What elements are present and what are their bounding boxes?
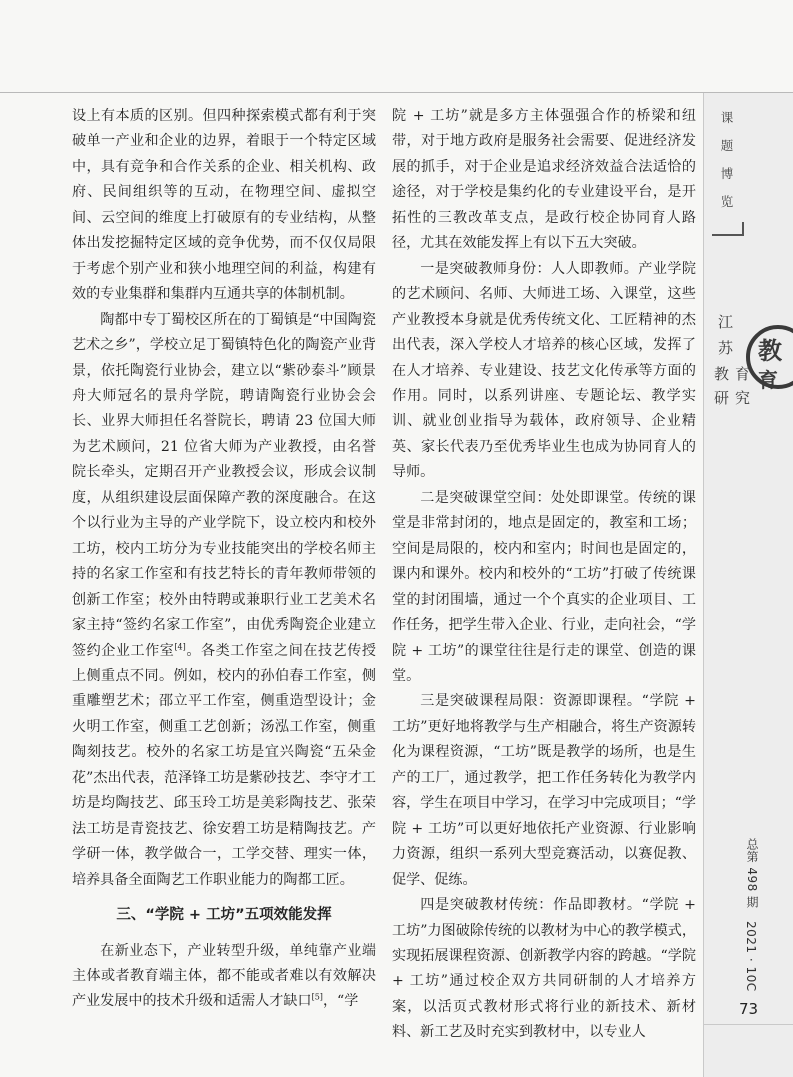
issue-meta	[744, 838, 764, 991]
section-heading: 三、“学院 + 工坊”五项效能发挥	[116, 907, 332, 924]
column-name-char: 课	[720, 110, 734, 125]
left-column	[72, 104, 376, 1015]
column-name-char: 题	[720, 138, 734, 153]
footer-rule	[703, 1024, 793, 1025]
logo-char: 江	[718, 313, 734, 331]
left-paragraph-1: 设上有本质的区别。但四种探索模式都有利于突破单一产业和企业的边界，着眼于一个特定区域中，具有竞争和合作关系的企业、相关机构、政府、民间组织等的互动，在物理空间、虚拟空间、云空间的维度上打破原有的专业结构，从整体出发挖掘特定区域的竞争优势，而不仅仅局限于考虑个别产业和狭小地理空间的利益，构建有效的专业集群和集群内互通共享的体制机制。	[72, 108, 376, 303]
column-bracket-icon	[712, 222, 744, 236]
sidebar-divider	[703, 93, 704, 1077]
left-paragraph-3-text: 在新业态下，产业转型升级，单纯靠产业端主体或者教育端主体，都不能或者难以有效解决产业发展中的技术升级和适需人才缺口	[72, 942, 376, 1010]
logo-big-char: 教	[758, 337, 782, 365]
issue-date: 2021 · 10C	[744, 920, 758, 992]
right-paragraph-3: 二是突破课堂空间：处处即课堂。传统的课堂是非常封闭的，地点是固定的，教室和工场；空间是局限的，校内和室内；时间也是固定的，课内和课外。校内和校外的“工坊”打破了传统课堂的封闭围墙，通过一个个真实的企业项目、工作任务，把学生带入企业、行业，走向社会，“学院 + 工坊”的课堂往往是行走的课堂、创造的课堂。	[392, 489, 696, 684]
column-name-char: 博	[720, 166, 734, 181]
right-paragraph-1: 院 + 工坊”就是多方主体强强合作的桥梁和纽带，对于地方政府是服务社会需要、促进经济发展的抓手，对于企业是追求经济效益合法适恰的途径，对于学校是集约化的专业建设平台，是开拓性的三教改革支点，是政行校企协同育人路径，尤其在效能发挥上有以下五大突破。	[392, 108, 696, 252]
left-paragraph-2-text: 陶都中专丁蜀校区所在的丁蜀镇是“中国陶瓷艺术之乡”，学校立足丁蜀镇特色化的陶瓷产业背景，依托陶瓷行业协会，建立以“紫砂泰斗”顾景舟大师冠名的景舟学院，聘请陶瓷行业协会会长、业界大师担任名誉院长，聘请 23 位国大师为艺术顾问，21 位省大师为产业教授，由名誉院长牵头，定期召开产业教授会议，形成会议制度，从组织建设层面保障产教的深度融合。在这个以行业为主导的产业学院下，设立校内和校外工坊，校内工坊分为专业技能突出的学校名师主持的名家工作室和有技艺特长的青年教师带领的创新工作室；校外由特聘或兼职行业工艺美术名家主持“签约名家工作室”，由优秀陶瓷企业建立签约企业工作室	[72, 311, 376, 659]
issue-total: 总第 498 期	[745, 838, 759, 909]
citation-5: [5]	[311, 992, 323, 1002]
right-paragraph-2: 一是突破教师身份：人人即教师。产业学院的艺术顾问、名师、大师进工场、入课堂，这些产业教授本身就是优秀传统文化、工匠精神的杰出代表，深入学校人才培养的核心区域，发挥了在人才培养、专业建设、技艺文化传承等方面的作用。同时，以系列讲座、专题论坛、教学实训、就业创业指导为载体，政府领导、企业精英、家长代表乃至优秀毕业生也成为协同育人的导师。	[392, 260, 696, 481]
page-number: 73	[739, 1000, 759, 1018]
header-rule	[0, 92, 793, 93]
logo-char: 研	[714, 389, 730, 407]
right-paragraph-4: 三是突破课程局限：资源即课程。“学院 + 工坊”更好地将教学与生产相融合，将生产资源转化为课程资源，“工坊”既是教学的场所，也是生产的工厂，通过教学，把工作任务转化为教学内容，学生在项目中学习，在学习中完成项目；“学院 + 工坊”可以更好地依托产业资源、行业影响力资源，组织一系列大型竞赛活动，以赛促教、促学、促练。	[392, 693, 696, 888]
column-name	[717, 104, 737, 216]
left-paragraph-3-tail: ，“学	[322, 993, 359, 1010]
right-column	[392, 104, 696, 1046]
right-paragraph-5: 四是突破教材传统：作品即教材。“学院 + 工坊”力图破除传统的以教材为中心的教学模式，实现拓展课程资源、创新教学内容的跨越。“学院 + 工坊”通过校企双方共同研制的人才培养方案，以活页式教材形式将行业的新技术、新材料、新工艺及时充实到教材中，以专业人	[392, 897, 696, 1041]
logo-char: 教	[714, 365, 730, 383]
left-paragraph-2	[72, 308, 376, 893]
citation-4: [4]	[174, 641, 186, 651]
journal-logo	[708, 295, 793, 415]
logo-big-char: 育	[758, 368, 778, 392]
logo-char: 苏	[718, 339, 734, 357]
left-paragraph-2-tail: 。各类工作室之间在技艺传授上侧重点不同。例如，校内的孙伯春工作室，侧重雕塑艺术；邵立平工作室，侧重造型设计；金火明工作室，侧重工艺创新；汤泓工作室，侧重陶刻技艺。校外的名家工坊是宜兴陶瓷“五朵金花”杰出代表，范泽锋工坊是紫砂技艺、李守才工坊是均陶技艺、邱玉玲工坊是美彩陶技艺、张荣法工坊是青瓷技艺、徐安碧工坊是精陶技艺。产学研一体，教学做合一，工学交替、理实一体，培养具备全面陶艺工作职业能力的陶都工匠。	[72, 642, 377, 888]
left-paragraph-3	[72, 939, 376, 1015]
logo-char: 育	[735, 365, 751, 383]
column-name-char: 览	[720, 194, 734, 209]
logo-char: 究	[735, 389, 751, 407]
